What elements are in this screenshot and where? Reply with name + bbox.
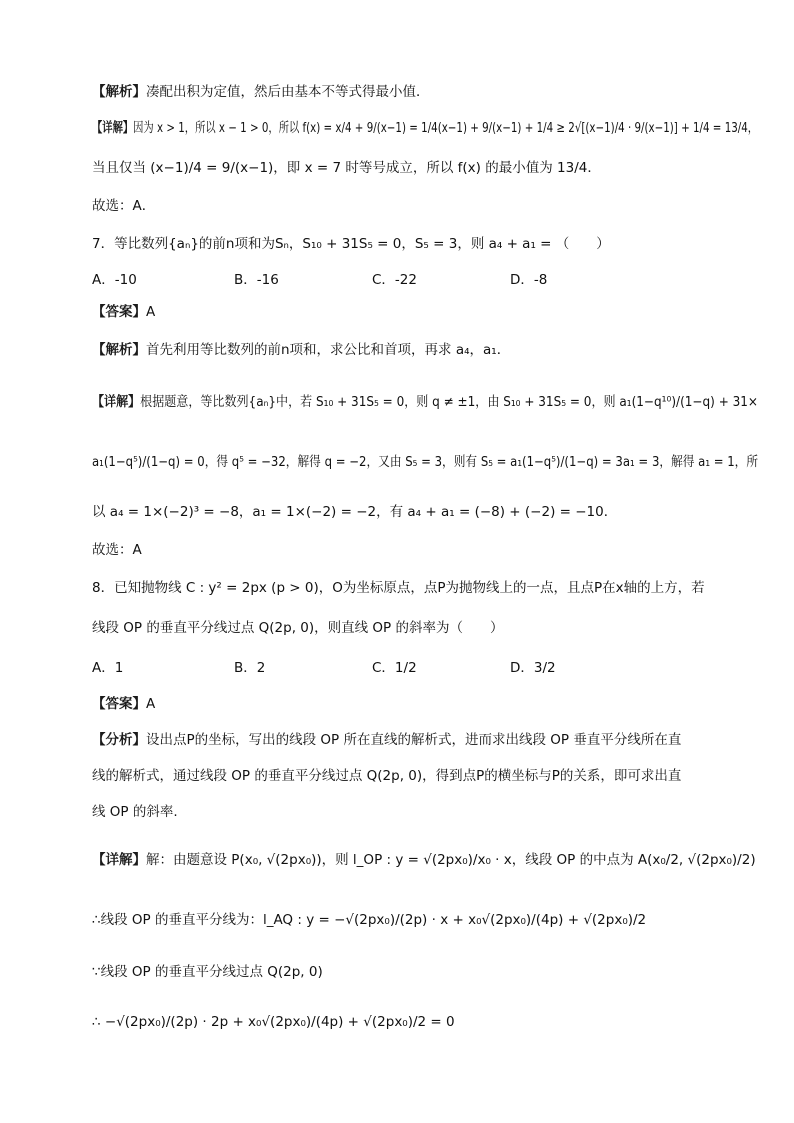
answer-value: A: [146, 696, 156, 712]
q8-analysis-line-3: 线 OP 的斜率.: [92, 804, 178, 820]
analysis-text: 首先利用等比数列的前n项和，求公比和首项，再求 a₄，a₁．: [146, 342, 511, 358]
q8-analysis-line-2: 线的解析式，通过线段 OP 的垂直平分线过点 Q(2p, 0)，得到点P的横坐标与P的关系，即可求出直: [92, 768, 682, 784]
q8-detail-line-3: ∵线段 OP 的垂直平分线过点 Q(2p, 0): [92, 964, 323, 980]
analysis-text: 凑配出积为定值，然后由基本不等式得最小值．: [146, 84, 430, 100]
detail-tag: 【详解】: [92, 394, 141, 410]
q8-options: [92, 658, 732, 678]
detail-text: 因为 x > 1，所以 x − 1 > 0，所以 f(x) = x/4 + 9/(x−1) = 1/4(x−1) + 9/(x−1) + 1/4 ≥ 2√[(x−1)/4 · 9/(x−1)] + 1/4 = 13/4，: [133, 120, 759, 136]
q6-choose: 故选：A．: [92, 198, 156, 214]
q8-detail-line-1: [92, 850, 756, 870]
q8-analysis-line-1: [92, 730, 681, 750]
q7-options: [92, 270, 732, 290]
analysis-tag: 【解析】: [92, 84, 146, 100]
q6-detail-line-2: [92, 158, 601, 178]
q7-answer-line: [92, 302, 155, 322]
option-a: A．-10: [92, 272, 137, 288]
q6-detail-line-1: [92, 118, 758, 138]
q6-analysis-line: [92, 82, 430, 102]
answer-tag: 【答案】: [92, 304, 146, 320]
analysis-tag: 【解析】: [92, 342, 146, 358]
detail-text: 解：由题意设 P(x₀, √(2px₀))，则 l_OP : y = √(2px₀)/x₀ · x，线段 OP 的中点为 A(x₀/2, √(2px₀)/2): [146, 852, 756, 868]
answer-value: A: [146, 304, 156, 320]
q7-detail-line-3: 以 a₄ = 1×(−2)³ = −8，a₁ = 1×(−2) = −2，有 a₄ + a₁ = (−8) + (−2) = −10．: [92, 504, 618, 520]
q7-detail-line-2: a₁(1−q⁵)/(1−q) = 0，得 q⁵ = −32，解得 q = −2，又由 S₅ = 3，则有 S₅ = a₁(1−q⁵)/(1−q) = 3a₁ = 3，解得 a₁ = 1，所: [92, 454, 759, 470]
detail-text: 当且仅当 (x−1)/4 = 9/(x−1)，即 x = 7 时等号成立，所以 f(x) 的最小值为 13/4．: [92, 160, 601, 176]
option-a: A．1: [92, 660, 124, 676]
analysis-text: 设出点P的坐标，写出的线段 OP 所在直线的解析式，进而求出线段 OP 垂直平分线所在直: [146, 732, 682, 748]
q8-detail-line-4: ∴ −√(2px₀)/(2p) · 2p + x₀√(2px₀)/(4p) + √(2px₀)/2 = 0: [92, 1014, 455, 1030]
answer-tag: 【答案】: [92, 696, 146, 712]
q7-detail-line-1: [92, 392, 758, 412]
option-d: D．3/2: [510, 660, 556, 676]
option-b: B．2: [234, 660, 266, 676]
detail-tag: 【详解】: [92, 120, 134, 136]
option-c: C．1/2: [372, 660, 417, 676]
detail-tag: 【详解】: [92, 852, 146, 868]
q7-analysis-line: [92, 340, 510, 360]
q7-choose: 故选：A: [92, 542, 142, 558]
analysis-tag: 【分析】: [92, 732, 146, 748]
q8-stem-line-2: 线段 OP 的垂直平分线过点 Q(2p, 0)，则直线 OP 的斜率为（ ）: [92, 620, 504, 636]
q8-stem-line-1: 8．已知抛物线 C : y² = 2px (p > 0)，O为坐标原点，点P为抛物线上的一点，且点P在x轴的上方，若: [92, 580, 705, 596]
detail-text: 根据题意，等比数列{aₙ}中，若 S₁₀ + 31S₅ = 0，则 q ≠ ±1，由 S₁₀ + 31S₅ = 0，则 a₁(1−q¹⁰)/(1−q) + 31×: [140, 394, 759, 410]
q7-stem: 7．等比数列{aₙ}的前n项和为Sₙ，S₁₀ + 31S₅ = 0，S₅ = 3，则 a₄ + a₁ = （ ）: [92, 236, 610, 252]
option-b: B．-16: [234, 272, 279, 288]
option-c: C．-22: [372, 272, 417, 288]
option-d: D．-8: [510, 272, 548, 288]
q8-detail-line-2: ∴线段 OP 的垂直平分线为：l_AQ : y = −√(2px₀)/(2p) · x + x₀√(2px₀)/(4p) + √(2px₀)/2: [92, 912, 647, 928]
q8-answer-line: [92, 694, 155, 714]
